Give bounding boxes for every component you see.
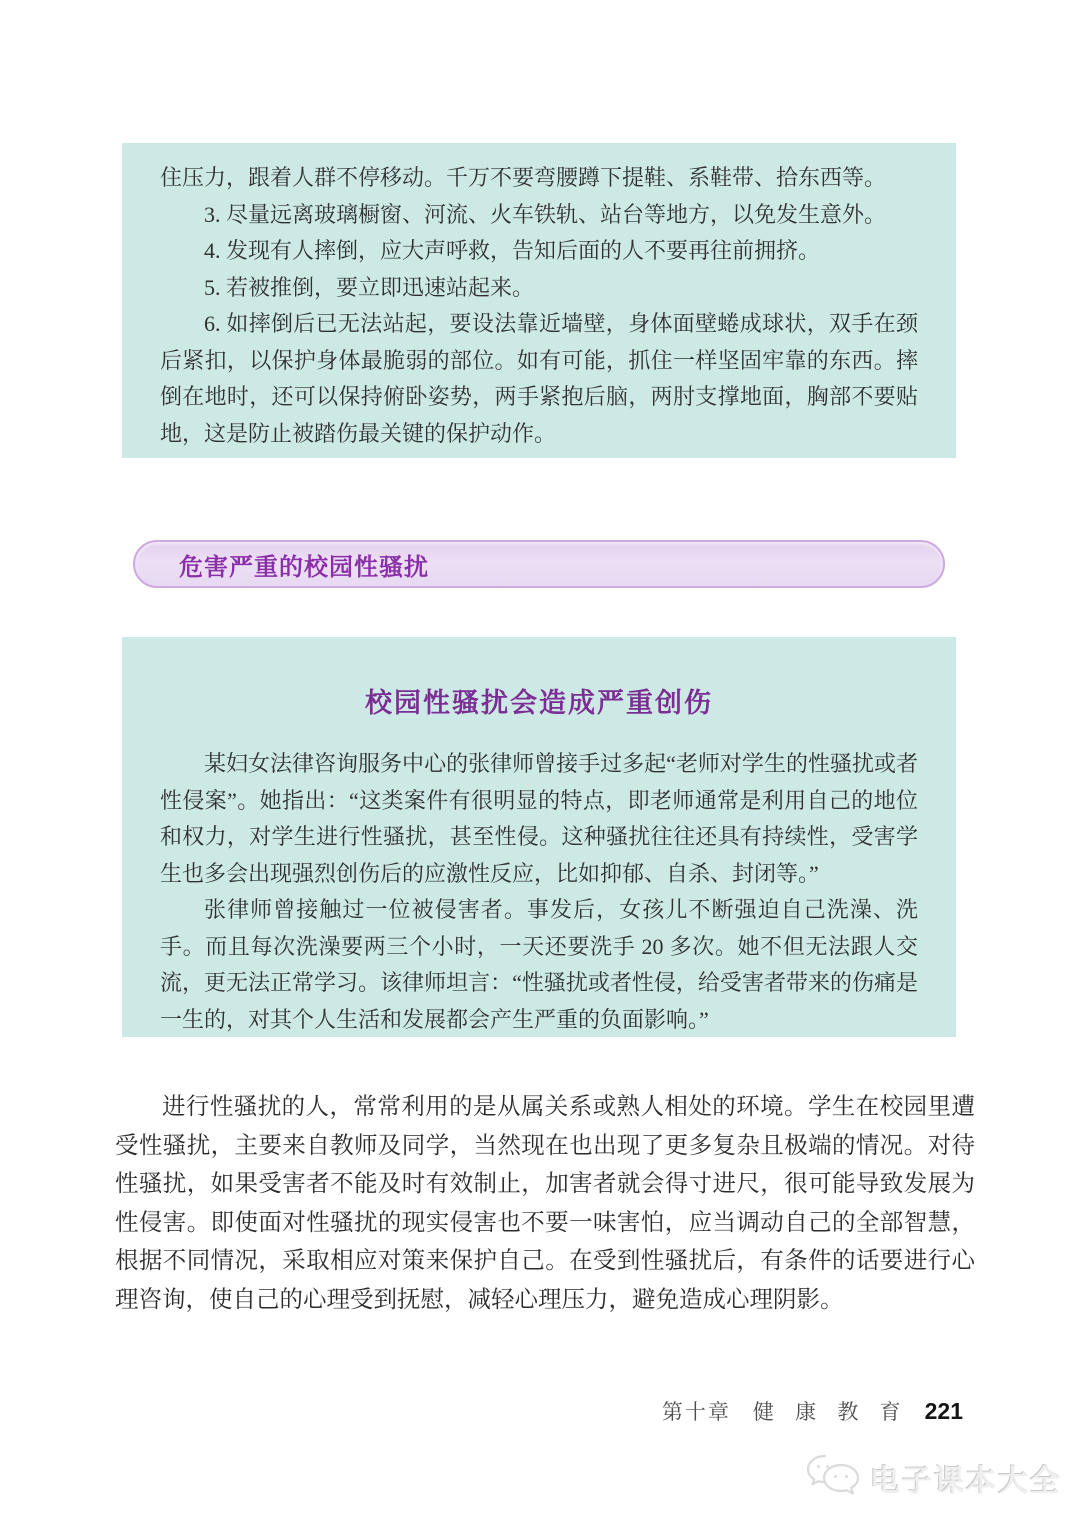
case-story-box — [122, 637, 956, 1037]
footer-subject: 健 康 教 育 — [752, 1400, 909, 1424]
safety-tip-6: 6. 如摔倒后已无法站起，要设法靠近墙壁，身体面壁蜷成球状，双手在颈后紧扣，以保护身体最脆弱的部位。如有可能，抓住一样坚固牢靠的东西。摔倒在地时，还可以保持俯卧姿势，两手紧抱后脑，两肘支撑地面，胸部不要贴地，这是防止被踏伤最关键的保护动作。 — [160, 311, 918, 446]
footer-page-number: 221 — [924, 1398, 963, 1424]
safety-tip-3: 3. 尽量远离玻璃橱窗、河流、火车铁轨、站台等地方，以免发生意外。 — [204, 201, 887, 227]
section-banner — [133, 540, 945, 588]
wechat-bubbles-icon — [804, 1453, 860, 1504]
safety-tip-continuation: 住压力，跟着人群不停移动。千万不要弯腰蹲下提鞋、系鞋带、拾东西等。 — [160, 165, 887, 190]
case-story-paragraph-1: 某妇女法律咨询服务中心的张律师曾接手过多起“老师对学生的性骚扰或者性侵案”。她指出：“这类案件有很明显的特点，即老师通常是利用自己的地位和权力，对学生进行性骚扰，甚至性侵。这种骚扰往往还具有持续性，受害学生也多会出现强烈创伤后的应激性反应，比如抑郁、自杀、封闭等。” — [160, 751, 918, 886]
safety-tip-4: 4. 发现有人摔倒，应大声呼救，告知后面的人不要再往前拥挤。 — [204, 238, 821, 263]
watermark-text: 电子课本大全 — [870, 1465, 1062, 1498]
case-story-paragraph-2: 张律师曾接触过一位被侵害者。事发后，女孩儿不断强迫自己洗澡、洗手。而且每次洗澡要两三个小时，一天还要洗手 20 多次。她不但无法跟人交流，更无法正常学习。该律师坦言：“性骚扰或者性侵，给受害者带来的伤痛是一生的，对其个人生活和发展都会产生严重的负面影响。” — [160, 897, 918, 1032]
section-banner-title: 危害严重的校园性骚扰 — [179, 553, 429, 581]
watermark — [804, 1452, 1062, 1504]
main-body-text — [115, 1088, 975, 1319]
body-paragraph-1: 进行性骚扰的人，常常利用的是从属关系或熟人相处的环境。学生在校园里遭受性骚扰，主要来自教师及同学，当然现在也出现了更多复杂且极端的情况。对待性骚扰，如果受害者不能及时有效制止，加害者就会得寸进尺，很可能导致发展为性侵害。即使面对性骚扰的现实侵害也不要一味害怕，应当调动自己的全部智慧，根据不同情况，采取相应对策来保护自己。在受到性骚扰后，有条件的话要进行心理咨询，使自己的心理受到抚慰，减轻心理压力，避免造成心理阴影。 — [115, 1094, 975, 1313]
safety-tip-5: 5. 若被推倒，要立即迅速站起来。 — [204, 274, 535, 300]
safety-tips-box — [122, 143, 956, 458]
case-story-title: 校园性骚扰会造成严重创伤 — [365, 688, 713, 718]
footer-chapter: 第十章 — [661, 1400, 731, 1424]
page-footer — [662, 1396, 963, 1426]
